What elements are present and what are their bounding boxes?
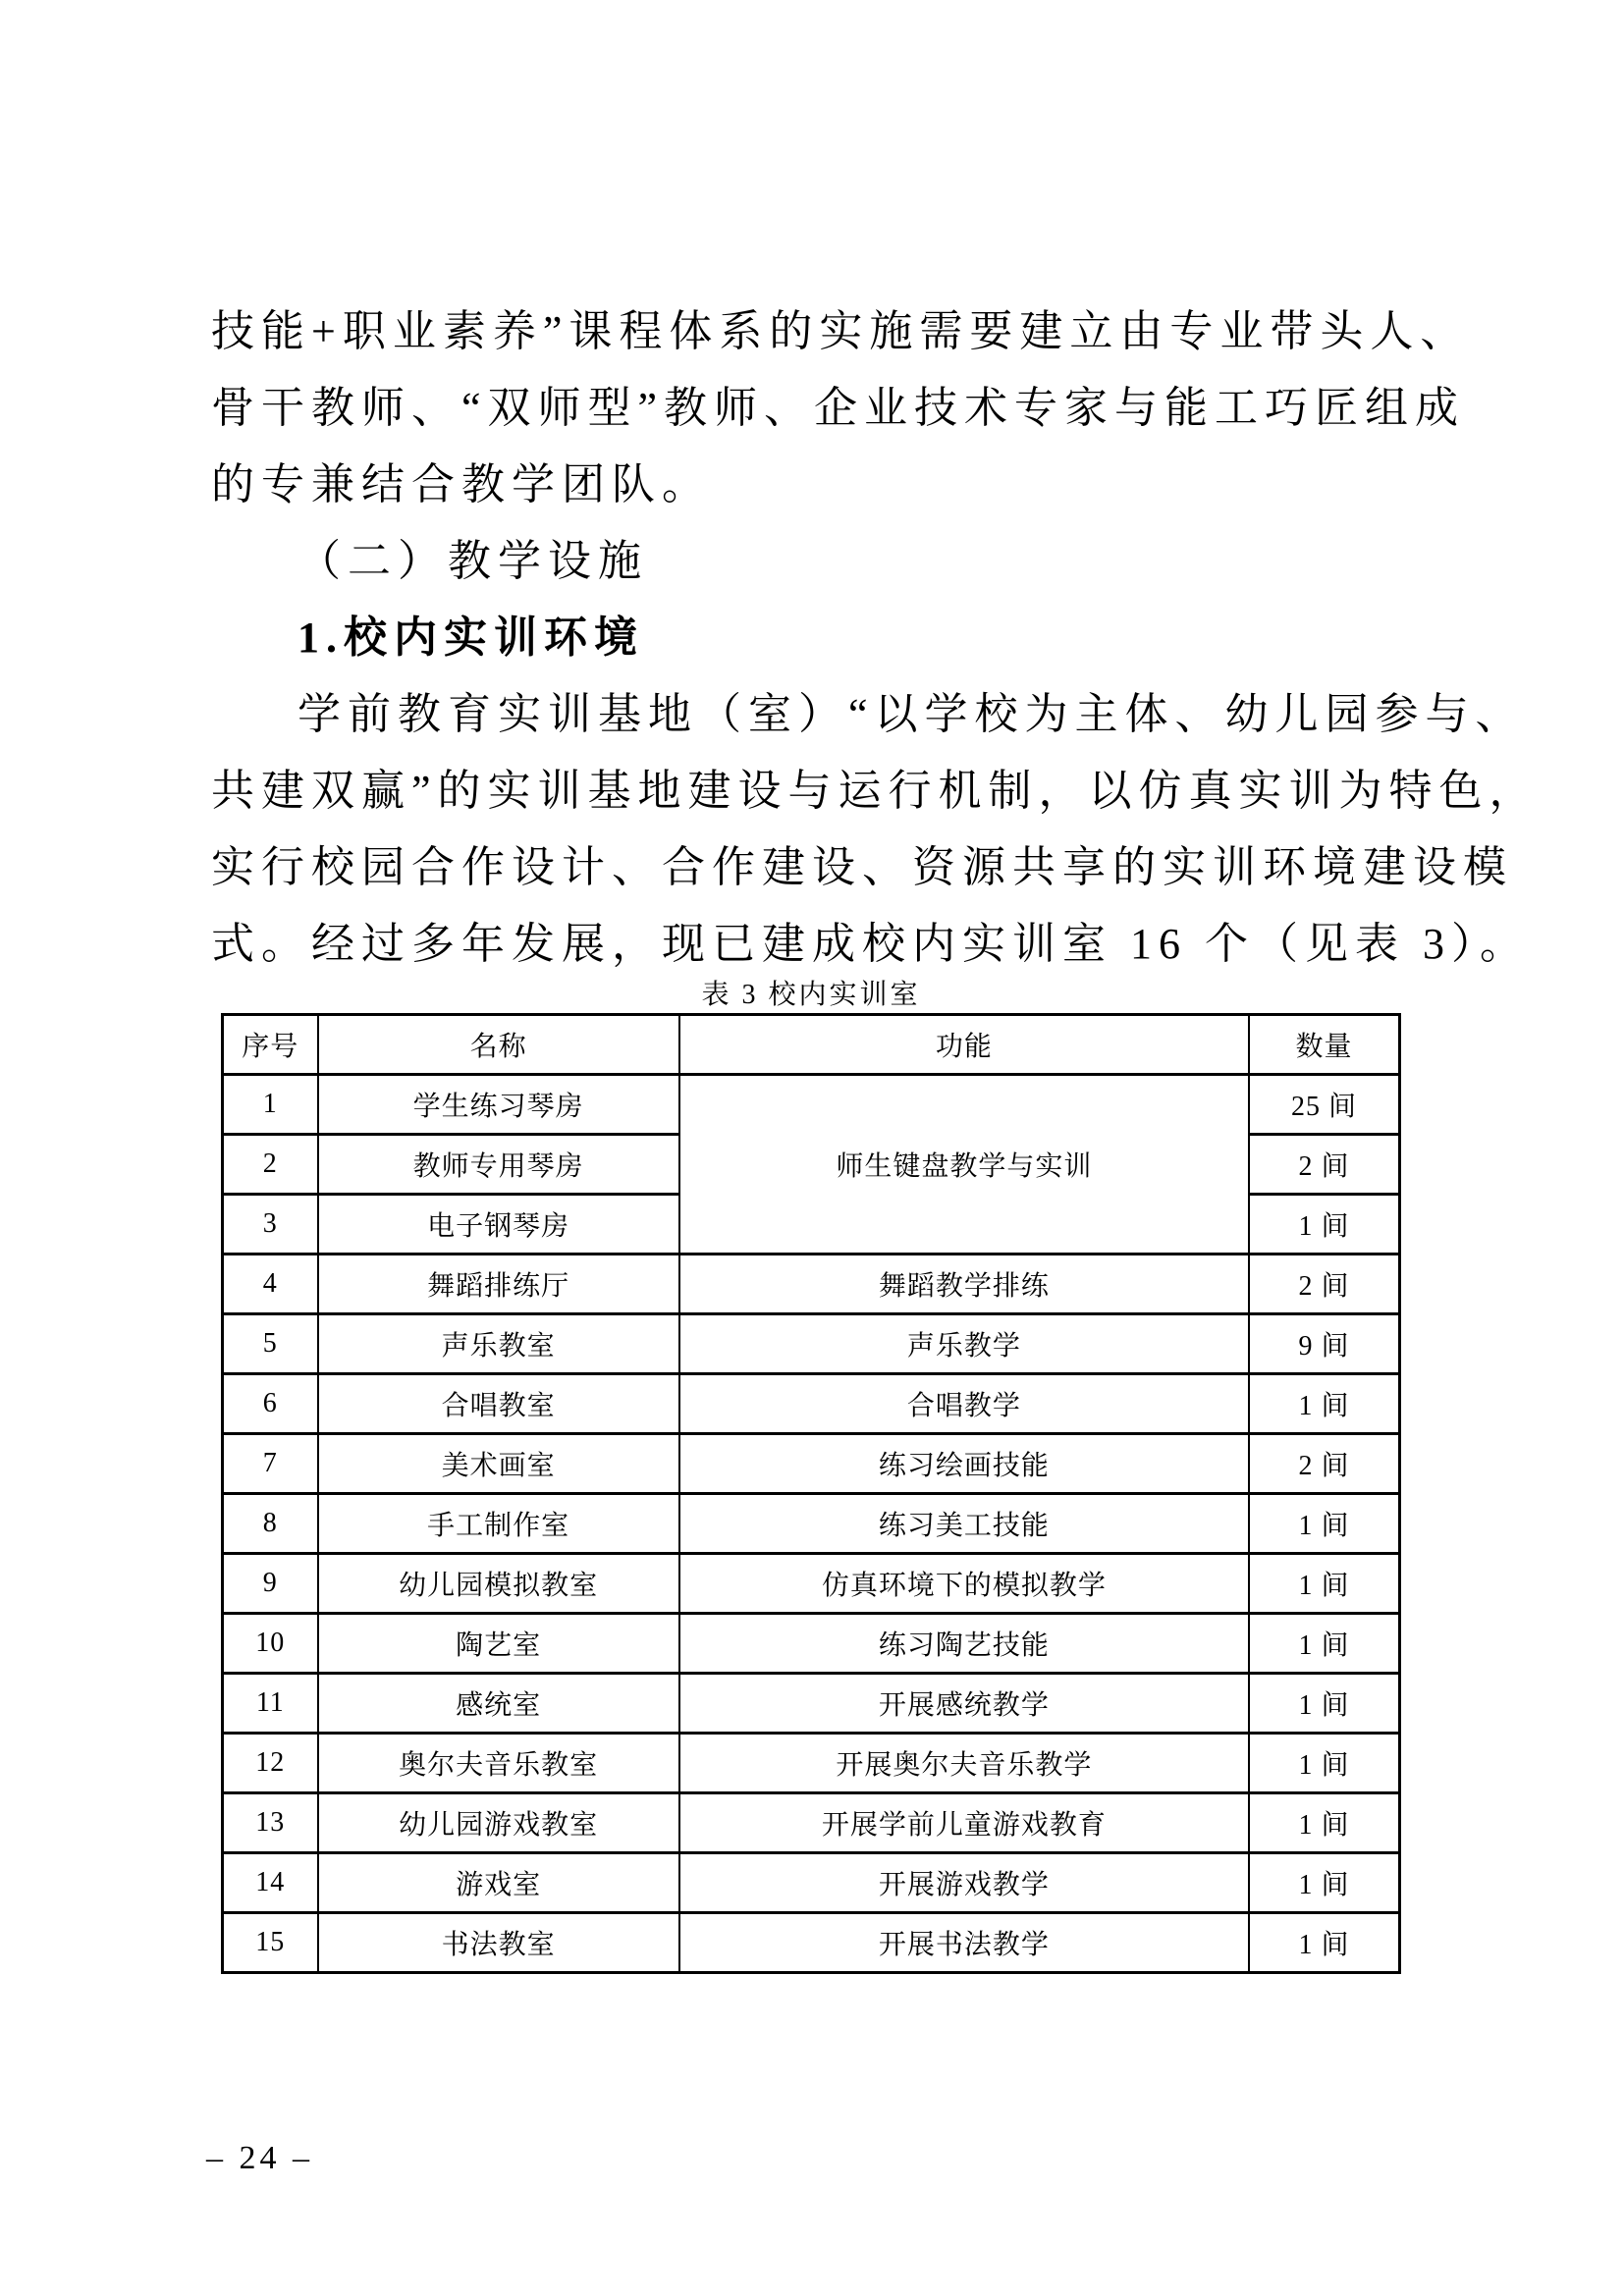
cell-no: 7 — [223, 1434, 318, 1494]
cell-name: 电子钢琴房 — [318, 1195, 679, 1255]
paragraph-line-2: 骨干教师、“双师型”教师、企业技术专家与能工巧匠组成 — [211, 384, 1466, 432]
cell-name: 幼儿园游戏教室 — [318, 1793, 679, 1853]
cell-no: 6 — [223, 1374, 318, 1434]
table-row — [223, 1434, 1400, 1494]
table-row — [223, 1913, 1400, 1973]
paragraph-line-4: 学前教育实训基地（室）“以学校为主体、幼儿园参与、 — [298, 690, 1526, 738]
body-text — [211, 294, 1540, 983]
cell-function: 合唱教学 — [679, 1374, 1249, 1434]
cell-name: 游戏室 — [318, 1853, 679, 1913]
header-quantity: 数量 — [1249, 1015, 1400, 1075]
cell-function: 开展奥尔夫音乐教学 — [679, 1734, 1249, 1793]
cell-function: 开展学前儿童游戏教育 — [679, 1793, 1249, 1853]
table-row — [223, 1374, 1400, 1434]
cell-no: 4 — [223, 1255, 318, 1314]
cell-name: 奥尔夫音乐教室 — [318, 1734, 679, 1793]
table-header-row — [223, 1015, 1400, 1075]
cell-qty: 1 间 — [1249, 1374, 1400, 1434]
table-row — [223, 1494, 1400, 1554]
cell-function: 开展书法教学 — [679, 1913, 1249, 1973]
paragraph-line-6: 实行校园合作设计、合作建设、资源共享的实训环境建设模 — [211, 843, 1513, 891]
cell-no: 2 — [223, 1135, 318, 1195]
subsection-heading: 1.校内实训环境 — [298, 614, 644, 662]
table-row — [223, 1734, 1400, 1793]
cell-function: 练习绘画技能 — [679, 1434, 1249, 1494]
cell-no: 9 — [223, 1554, 318, 1614]
cell-function: 舞蹈教学排练 — [679, 1255, 1249, 1314]
cell-no: 13 — [223, 1793, 318, 1853]
cell-name: 书法教室 — [318, 1913, 679, 1973]
cell-qty: 1 间 — [1249, 1614, 1400, 1674]
cell-qty: 1 间 — [1249, 1554, 1400, 1614]
cell-name: 幼儿园模拟教室 — [318, 1554, 679, 1614]
cell-function: 开展感统教学 — [679, 1674, 1249, 1734]
header-name: 名称 — [318, 1015, 679, 1075]
cell-function: 练习美工技能 — [679, 1494, 1249, 1554]
cell-no: 8 — [223, 1494, 318, 1554]
cell-no: 15 — [223, 1913, 318, 1973]
cell-name: 声乐教室 — [318, 1314, 679, 1374]
cell-qty: 1 间 — [1249, 1853, 1400, 1913]
cell-qty: 9 间 — [1249, 1314, 1400, 1374]
cell-name: 教师专用琴房 — [318, 1135, 679, 1195]
cell-no: 11 — [223, 1674, 318, 1734]
cell-name: 陶艺室 — [318, 1614, 679, 1674]
cell-name: 学生练习琴房 — [318, 1075, 679, 1135]
training-rooms-table — [221, 1013, 1401, 1974]
cell-function: 声乐教学 — [679, 1314, 1249, 1374]
cell-no: 3 — [223, 1195, 318, 1255]
cell-name: 手工制作室 — [318, 1494, 679, 1554]
cell-no: 14 — [223, 1853, 318, 1913]
cell-qty: 2 间 — [1249, 1255, 1400, 1314]
table-row — [223, 1853, 1400, 1913]
cell-qty: 2 间 — [1249, 1135, 1400, 1195]
cell-name: 合唱教室 — [318, 1374, 679, 1434]
cell-name: 舞蹈排练厅 — [318, 1255, 679, 1314]
cell-name: 感统室 — [318, 1674, 679, 1734]
cell-function: 练习陶艺技能 — [679, 1614, 1249, 1674]
cell-no: 10 — [223, 1614, 318, 1674]
page-number: – 24 – — [206, 2140, 313, 2176]
table-row — [223, 1255, 1400, 1314]
cell-qty: 25 间 — [1249, 1075, 1400, 1135]
cell-qty: 1 间 — [1249, 1793, 1400, 1853]
cell-function: 开展游戏教学 — [679, 1853, 1249, 1913]
table-row — [223, 1674, 1400, 1734]
paragraph-line-5: 共建双赢”的实训基地建设与运行机制，以仿真实训为特色， — [211, 767, 1540, 815]
cell-qty: 1 间 — [1249, 1913, 1400, 1973]
paragraph-line-1: 技能+职业素养”课程体系的实施需要建立由专业带头人、 — [211, 307, 1471, 355]
header-no: 序号 — [223, 1015, 318, 1075]
table-row — [223, 1075, 1400, 1135]
cell-no: 1 — [223, 1075, 318, 1135]
section-heading: （二）教学设施 — [298, 537, 648, 585]
cell-qty: 2 间 — [1249, 1434, 1400, 1494]
table-row — [223, 1554, 1400, 1614]
cell-qty: 1 间 — [1249, 1195, 1400, 1255]
cell-function-merged: 师生键盘教学与实训 — [679, 1075, 1249, 1255]
cell-qty: 1 间 — [1249, 1674, 1400, 1734]
cell-name: 美术画室 — [318, 1434, 679, 1494]
cell-no: 5 — [223, 1314, 318, 1374]
table-row — [223, 1614, 1400, 1674]
cell-function: 仿真环境下的模拟教学 — [679, 1554, 1249, 1614]
header-function: 功能 — [679, 1015, 1249, 1075]
cell-no: 12 — [223, 1734, 318, 1793]
paragraph-line-7: 式。经过多年发展，现已建成校内实训室 16 个（见表 3）。 — [211, 920, 1530, 968]
cell-qty: 1 间 — [1249, 1734, 1400, 1793]
cell-qty: 1 间 — [1249, 1494, 1400, 1554]
paragraph-line-3: 的专兼结合教学团队。 — [211, 460, 712, 508]
table-row — [223, 1314, 1400, 1374]
table-caption: 表 3 校内实训室 — [701, 980, 921, 1010]
table-row — [223, 1793, 1400, 1853]
